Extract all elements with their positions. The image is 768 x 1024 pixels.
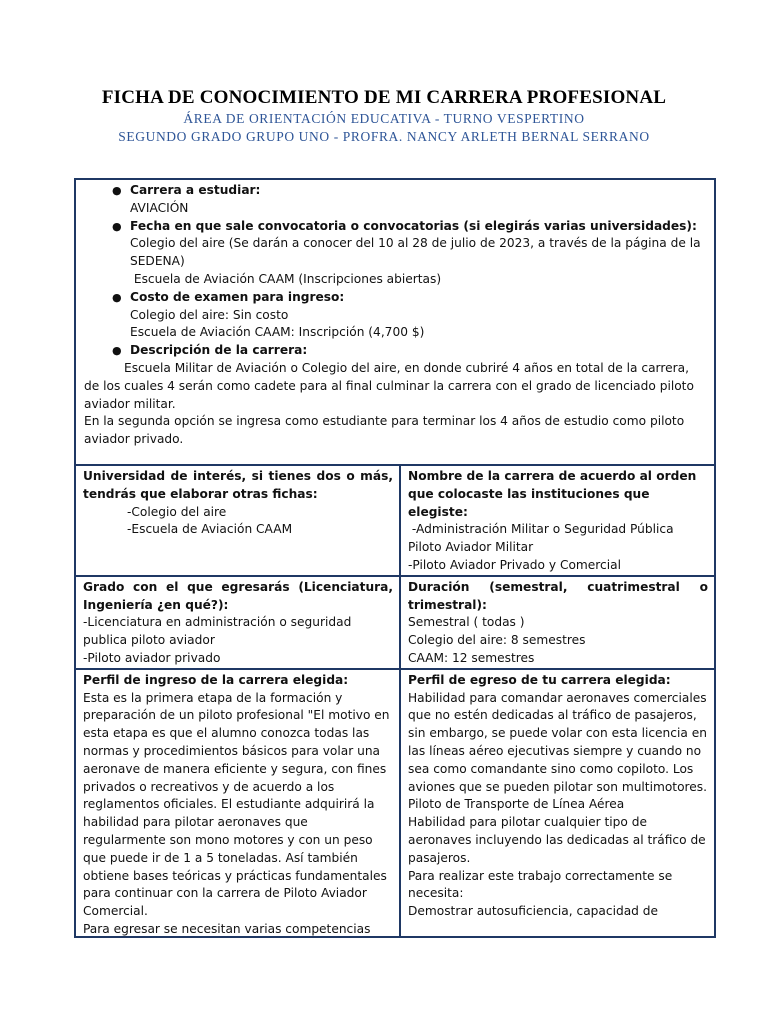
carrera-label: Carrera a estudiar: — [130, 183, 261, 197]
document-title: FICHA DE CONOCIMIENTO DE MI CARRERA PROFESIONAL — [101, 87, 667, 108]
perfil-egreso-label: Perfil de egreso de tu carrera elegida: — [408, 672, 671, 687]
grado-item: -Piloto aviador privado — [83, 650, 221, 665]
descripcion-line: En la segunda opción se ingresa como estudiante para terminar los 4 años de estudio como piloto aviador privado. — [84, 414, 685, 447]
universidad-cell — [75, 465, 400, 576]
fecha-line: Escuela de Aviación CAAM (Inscripciones abiertas) — [130, 271, 442, 286]
table-row — [75, 576, 715, 669]
nombre-carrera-item: Piloto Aviador Militar — [408, 540, 534, 555]
universidad-item: -Colegio del aire — [127, 504, 227, 519]
table-row — [75, 465, 715, 576]
grado-item: -Licenciatura en administración o seguridad publica piloto aviador — [83, 615, 352, 648]
descripcion-line: Escuela Militar de Aviación o Colegio del aire, en donde cubriré 4 años en total de la carrera, — [124, 360, 689, 375]
bullet-icon: ● — [112, 344, 122, 358]
grado-cell — [75, 576, 400, 669]
perfil-ingreso-text: Esta es la primera etapa de la formación y preparación de un piloto profesional "El motivo en esta etapa es que el alumno conozca todas las normas y procedimientos básicos para volar una aeronave de manera eficiente y segura, con fines privados o recreativos y de acuerdo a los reglamentos oficiales. El estudiante adquirirá la habilidad para pilotar aeronaves que regularmente son mono motores y con un peso que puede ir de 1 a 5 toneladas. Así también obtiene bases teóricas y prácticas fundamentales para continuar con la carrera de Piloto Aviador Comercial. — [83, 690, 390, 919]
table-row — [75, 669, 715, 937]
carrera-value: AVIACIÓN — [130, 200, 189, 215]
bullet-icon: ● — [112, 219, 122, 233]
document-subtitle-area: ÁREA DE ORIENTACIÓN EDUCATIVA - TURNO VESPERTINO — [183, 111, 585, 126]
costo-item — [84, 289, 706, 307]
fecha-label: Fecha en que sale convocatoria o convocatorias (si elegirás varias universidades): — [130, 218, 697, 233]
perfil-ingreso-label: Perfil de ingreso de la carrera elegida: — [83, 672, 349, 687]
nombre-carrera-cell — [400, 465, 715, 576]
fecha-item — [84, 218, 706, 236]
descripcion-line: de los cuales 4 serán como cadete para al final culminar la carrera con el grado de licenciado piloto aviador militar. — [84, 378, 694, 411]
duracion-item: Semestral ( todas ) — [408, 615, 525, 630]
perfil-egreso-text: Demostrar autosuficiencia, capacidad de — [408, 904, 659, 919]
perfil-egreso-text: Para realizar este trabajo correctamente se necesita: — [408, 868, 673, 901]
document-subtitle-group: SEGUNDO GRADO GRUPO UNO - PROFRA. NANCY ARLETH BERNAL SERRANO — [118, 129, 650, 144]
carrera-item — [84, 182, 706, 200]
grado-label: Grado con el que egresarás (Licenciatura, Ingeniería ¿en qué?): — [83, 579, 393, 612]
descripcion-item — [84, 342, 706, 360]
costo-line: Escuela de Aviación CAAM: Inscripción (4,700 $) — [130, 325, 425, 340]
document-header — [0, 86, 768, 146]
bullet-icon: ● — [112, 184, 122, 197]
descripcion-label: Descripción de la carrera: — [130, 343, 308, 358]
nombre-carrera-item: -Administración Militar o Seguridad Pública — [408, 522, 674, 537]
perfil-egreso-text: Habilidad para comandar aeronaves comerciales que no estén dedicadas al tráfico de pasajeros, sin embargo, se puede volar con esta licencia en las líneas aéreo ejecutivas siempre y cuando no sea como comandante sino como copiloto. Los aviones que se pueden pilotar son multimotores. — [408, 690, 707, 794]
perfil-egreso-content — [408, 672, 708, 936]
nombre-carrera-label: Nombre de la carrera de acuerdo al orden que colocaste las instituciones que elegiste: — [408, 469, 697, 519]
universidad-item: -Escuela de Aviación CAAM — [127, 522, 293, 537]
duracion-label: Duración (semestral, cuatrimestral o trimestral): — [408, 579, 708, 612]
fecha-line: Colegio del aire (Se darán a conocer del 10 al 28 de julio de 2023, a través de la página de la — [130, 236, 701, 251]
perfil-ingreso-cell — [75, 669, 400, 937]
costo-label: Costo de examen para ingreso: — [130, 289, 345, 304]
perfil-ingreso-text: Para egresar se necesitan varias competencias — [83, 921, 371, 936]
costo-line: Colegio del aire: Sin costo — [130, 307, 289, 322]
perfil-ingreso-content — [83, 672, 393, 936]
universidad-label: Universidad de interés, si tienes dos o más, tendrás que elaborar otras fichas: — [83, 469, 393, 501]
fecha-line: SEDENA) — [130, 254, 185, 269]
career-details-table — [74, 464, 716, 938]
perfil-egreso-cell — [400, 669, 715, 937]
duracion-cell — [400, 576, 715, 669]
bullet-icon: ● — [112, 290, 122, 304]
perfil-egreso-text: Habilidad para pilotar cualquier tipo de aeronaves incluyendo las dedicadas al tráfico de pasajeros. — [408, 815, 706, 865]
duracion-item: CAAM: 12 semestres — [408, 650, 535, 665]
nombre-carrera-item: -Piloto Aviador Privado y Comercial — [408, 557, 621, 572]
career-overview-box — [74, 178, 716, 466]
perfil-egreso-text: Piloto de Transporte de Línea Aérea — [408, 797, 625, 812]
duracion-item: Colegio del aire: 8 semestres — [408, 633, 586, 648]
